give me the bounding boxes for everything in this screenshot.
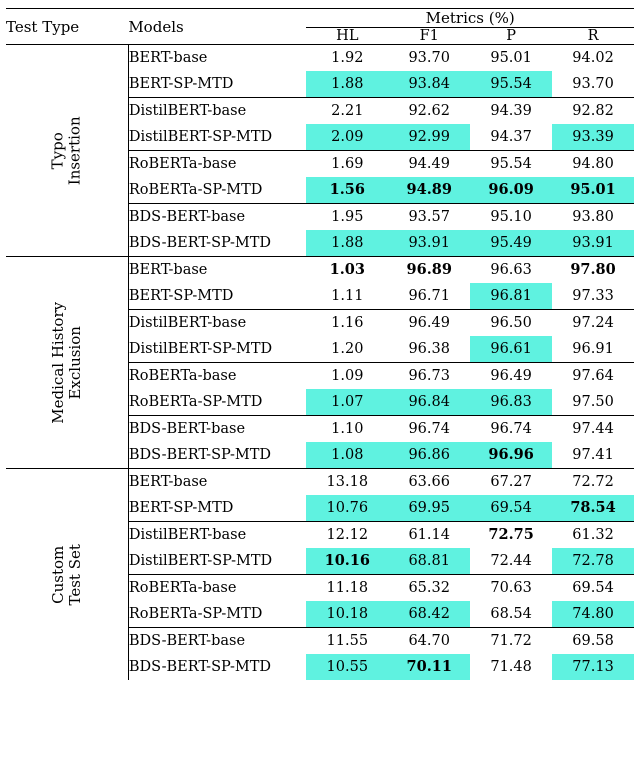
model-name-cell: DistilBERT-base xyxy=(128,522,306,549)
metric-value-highlighted: 72.78 xyxy=(552,548,634,574)
metric-cell-p xyxy=(470,45,552,72)
metric-value: 94.37 xyxy=(490,129,532,145)
metric-cell-p xyxy=(470,71,552,98)
metric-cell-f1 xyxy=(388,45,470,72)
metric-cell-f1 xyxy=(388,177,470,204)
metric-value: 97.33 xyxy=(572,288,614,304)
metric-value: 97.80 xyxy=(570,261,616,278)
model-name-cell: RoBERTa-SP-MTD xyxy=(128,606,263,622)
metric-cell-p xyxy=(470,257,552,284)
metric-value-highlighted: 93.91 xyxy=(552,230,634,256)
metric-cell-f1 xyxy=(388,389,470,416)
metric-value: 93.70 xyxy=(572,76,614,92)
metric-value: 96.50 xyxy=(490,315,532,331)
metric-cell-p xyxy=(470,416,552,443)
metric-value-highlighted: 10.76 xyxy=(306,495,388,521)
metric-value-highlighted: 77.13 xyxy=(552,654,634,680)
metric-value: 94.49 xyxy=(408,156,450,172)
metric-cell-p xyxy=(470,442,552,469)
metric-value: 96.71 xyxy=(408,288,450,304)
metric-value-highlighted: 1.07 xyxy=(306,389,388,415)
metric-value: 1.10 xyxy=(331,421,364,437)
metric-value: 96.74 xyxy=(408,421,450,437)
model-name-cell: BDS-BERT-SP-MTD xyxy=(128,447,272,463)
metric-value: 96.73 xyxy=(408,368,450,384)
metric-cell-hl xyxy=(306,177,388,204)
metric-value-highlighted: 1.88 xyxy=(306,230,388,256)
metric-cell-hl xyxy=(306,230,388,257)
metric-value: 92.82 xyxy=(572,103,614,119)
metric-cell-p xyxy=(470,230,552,257)
metric-cell-p xyxy=(470,469,552,496)
metric-cell-r xyxy=(552,230,634,257)
metric-cell-r xyxy=(552,469,634,496)
metric-cell-p xyxy=(470,389,552,416)
metric-cell-r xyxy=(552,416,634,443)
metric-cell-f1 xyxy=(388,98,470,125)
metric-cell-r xyxy=(552,601,634,628)
metric-value: 61.32 xyxy=(572,527,614,543)
metric-value: 96.74 xyxy=(490,421,532,437)
metric-cell-f1 xyxy=(388,310,470,337)
metric-cell-hl xyxy=(306,336,388,363)
metric-value: 97.44 xyxy=(572,421,614,437)
metric-value: 96.49 xyxy=(490,368,532,384)
metric-cell-hl xyxy=(306,389,388,416)
metric-value-highlighted: 96.83 xyxy=(470,389,552,415)
metric-cell-r xyxy=(552,548,634,575)
metric-cell-r xyxy=(552,124,634,151)
metric-value-highlighted: 74.80 xyxy=(552,601,634,627)
metric-cell-f1 xyxy=(388,442,470,469)
metric-cell-r xyxy=(552,204,634,231)
metric-cell-hl xyxy=(306,416,388,443)
metric-cell-hl xyxy=(306,363,388,390)
metric-cell-f1 xyxy=(388,416,470,443)
metric-value: 11.18 xyxy=(326,580,369,596)
metric-cell-p xyxy=(470,548,552,575)
metric-cell-f1 xyxy=(388,363,470,390)
table-row xyxy=(6,45,634,72)
metric-value: 95.54 xyxy=(490,156,532,172)
metric-value-highlighted: 92.99 xyxy=(388,124,470,150)
model-name-cell: BERT-base xyxy=(128,257,306,284)
table-row xyxy=(6,257,634,284)
metric-cell-f1 xyxy=(388,257,470,284)
metric-value-highlighted: 1.88 xyxy=(306,71,388,97)
metric-value-highlighted: 68.42 xyxy=(388,601,470,627)
metric-value-highlighted: 68.81 xyxy=(388,548,470,574)
model-name-cell: BERT-base xyxy=(128,45,306,72)
metric-value: 96.63 xyxy=(490,262,532,278)
metric-cell-hl xyxy=(306,151,388,178)
metric-cell-hl xyxy=(306,601,388,628)
metric-cell-hl xyxy=(306,283,388,310)
metric-value: 2.21 xyxy=(331,103,364,119)
model-name-cell: BDS-BERT-base xyxy=(128,416,306,443)
group-label-2: Medical History Exclusion xyxy=(6,257,128,469)
metric-value: 97.24 xyxy=(572,315,614,331)
model-name-cell: BERT-SP-MTD xyxy=(128,76,234,92)
metric-value: 11.55 xyxy=(326,633,369,649)
model-name-cell: DistilBERT-SP-MTD xyxy=(128,341,273,357)
metric-cell-r xyxy=(552,151,634,178)
metric-value: 1.09 xyxy=(331,368,364,384)
metric-cell-hl xyxy=(306,522,388,549)
metric-cell-p xyxy=(470,628,552,655)
metric-cell-p xyxy=(470,204,552,231)
metric-value: 72.75 xyxy=(488,526,534,543)
model-name-cell: BERT-base xyxy=(128,469,306,496)
metric-cell-f1 xyxy=(388,71,470,98)
metric-cell-f1 xyxy=(388,601,470,628)
metric-value: 68.54 xyxy=(490,606,532,622)
metric-value: 96.38 xyxy=(408,341,450,357)
metric-value: 93.70 xyxy=(408,50,450,66)
metric-value: 63.66 xyxy=(408,474,450,490)
model-name-cell: BDS-BERT-SP-MTD xyxy=(128,235,272,251)
metric-value: 1.69 xyxy=(331,156,364,172)
metric-value-highlighted: 96.84 xyxy=(388,389,470,415)
metric-cell-f1 xyxy=(388,230,470,257)
metric-cell-r xyxy=(552,495,634,522)
metric-cell-hl xyxy=(306,124,388,151)
metric-cell-hl xyxy=(306,548,388,575)
metric-cell-r xyxy=(552,654,634,680)
metric-value: 72.44 xyxy=(490,553,532,569)
metric-value: 12.12 xyxy=(326,527,369,543)
model-name-cell: BERT-SP-MTD xyxy=(128,288,234,304)
metric-cell-p xyxy=(470,124,552,151)
metric-cell-p xyxy=(470,575,552,602)
metric-cell-hl xyxy=(306,204,388,231)
metric-value: 94.39 xyxy=(490,103,532,119)
metric-value: 96.49 xyxy=(408,315,450,331)
metric-cell-p xyxy=(470,601,552,628)
metric-value: 13.18 xyxy=(326,474,369,490)
metric-value-highlighted: 96.09 xyxy=(470,177,552,203)
metric-value: 94.80 xyxy=(572,156,614,172)
results-table xyxy=(6,8,634,680)
header-metrics-group: Metrics (%) xyxy=(306,9,634,28)
metric-cell-f1 xyxy=(388,548,470,575)
metric-value: 96.89 xyxy=(406,261,452,278)
model-name-cell: DistilBERT-base xyxy=(128,310,306,337)
metric-cell-r xyxy=(552,257,634,284)
metric-value: 69.58 xyxy=(572,633,614,649)
model-name-cell: DistilBERT-SP-MTD xyxy=(128,553,273,569)
metric-value-highlighted: 93.84 xyxy=(388,71,470,97)
metric-value-highlighted: 2.09 xyxy=(306,124,388,150)
metric-value-highlighted: 93.91 xyxy=(388,230,470,256)
metric-cell-r xyxy=(552,98,634,125)
metric-value: 1.16 xyxy=(331,315,364,331)
metric-value-highlighted: 96.81 xyxy=(470,283,552,309)
model-name-cell: RoBERTa-base xyxy=(128,363,306,390)
header-metric-hl: HL xyxy=(336,28,359,44)
metric-cell-r xyxy=(552,389,634,416)
metric-value: 71.72 xyxy=(490,633,532,649)
metric-cell-r xyxy=(552,628,634,655)
metric-value-highlighted: 96.86 xyxy=(388,442,470,468)
metric-value: 95.01 xyxy=(490,50,532,66)
metric-value: 96.91 xyxy=(572,341,614,357)
metric-cell-r xyxy=(552,522,634,549)
header-metric-r: R xyxy=(587,28,599,44)
metric-cell-r xyxy=(552,336,634,363)
model-name-cell: RoBERTa-base xyxy=(128,151,306,178)
metric-value-highlighted: 10.16 xyxy=(306,548,388,574)
model-name-cell: BDS-BERT-base xyxy=(128,628,306,655)
metric-cell-hl xyxy=(306,495,388,522)
metric-value-highlighted: 78.54 xyxy=(552,495,634,521)
header-test-type: Test Type xyxy=(6,9,128,45)
metric-value: 1.92 xyxy=(331,50,364,66)
metric-cell-p xyxy=(470,98,552,125)
table-header-row xyxy=(6,9,634,28)
metric-value: 61.14 xyxy=(408,527,450,543)
metric-cell-p xyxy=(470,177,552,204)
metric-value-highlighted: 95.49 xyxy=(470,230,552,256)
metric-value: 93.80 xyxy=(572,209,614,225)
metric-value: 72.72 xyxy=(572,474,614,490)
metric-value: 69.54 xyxy=(572,580,614,596)
metric-value-highlighted: 69.54 xyxy=(470,495,552,521)
metric-cell-hl xyxy=(306,575,388,602)
metric-cell-f1 xyxy=(388,124,470,151)
model-name-cell: BDS-BERT-base xyxy=(128,204,306,231)
metric-cell-hl xyxy=(306,442,388,469)
metric-cell-f1 xyxy=(388,654,470,680)
metric-value: 97.64 xyxy=(572,368,614,384)
metric-value: 97.50 xyxy=(572,394,614,410)
metric-cell-f1 xyxy=(388,283,470,310)
metric-value: 70.63 xyxy=(490,580,532,596)
metric-value: 1.95 xyxy=(331,209,364,225)
header-metric-p: P xyxy=(506,28,516,44)
metric-cell-f1 xyxy=(388,336,470,363)
metric-value-highlighted: 10.18 xyxy=(306,601,388,627)
metric-cell-r xyxy=(552,575,634,602)
model-name-cell: BDS-BERT-SP-MTD xyxy=(128,659,272,675)
metric-cell-r xyxy=(552,45,634,72)
metric-cell-p xyxy=(470,283,552,310)
metric-cell-hl xyxy=(306,257,388,284)
header-metric-f1: F1 xyxy=(419,28,439,44)
metric-cell-p xyxy=(470,310,552,337)
metric-value-highlighted: 1.08 xyxy=(306,442,388,468)
metric-cell-f1 xyxy=(388,469,470,496)
metric-value-highlighted: 95.54 xyxy=(470,71,552,97)
metric-cell-p xyxy=(470,336,552,363)
metric-value-highlighted: 95.01 xyxy=(552,177,634,203)
metric-cell-hl xyxy=(306,310,388,337)
model-name-cell: RoBERTa-base xyxy=(128,575,306,602)
group-label-3: Custom Test Set xyxy=(6,469,128,681)
metric-value-highlighted: 93.39 xyxy=(552,124,634,150)
metric-cell-p xyxy=(470,495,552,522)
metric-value: 71.48 xyxy=(490,659,532,675)
metric-cell-p xyxy=(470,363,552,390)
model-name-cell: DistilBERT-base xyxy=(128,98,306,125)
header-models: Models xyxy=(128,9,306,45)
model-name-cell: DistilBERT-SP-MTD xyxy=(128,129,273,145)
metric-cell-f1 xyxy=(388,151,470,178)
metric-cell-f1 xyxy=(388,495,470,522)
metric-value: 92.62 xyxy=(408,103,450,119)
metric-cell-p xyxy=(470,151,552,178)
metric-cell-hl xyxy=(306,654,388,680)
metric-cell-f1 xyxy=(388,204,470,231)
model-name-cell: RoBERTa-SP-MTD xyxy=(128,182,263,198)
metric-value: 1.20 xyxy=(331,341,364,357)
metric-cell-p xyxy=(470,654,552,680)
metric-cell-hl xyxy=(306,98,388,125)
metric-cell-f1 xyxy=(388,628,470,655)
metric-cell-r xyxy=(552,363,634,390)
metric-cell-hl xyxy=(306,71,388,98)
metric-cell-r xyxy=(552,310,634,337)
metric-cell-r xyxy=(552,177,634,204)
model-name-cell: RoBERTa-SP-MTD xyxy=(128,394,263,410)
metric-value: 94.02 xyxy=(572,50,614,66)
metric-value: 97.41 xyxy=(572,447,614,463)
metric-value-highlighted: 96.96 xyxy=(470,442,552,468)
metric-value-highlighted: 1.56 xyxy=(306,177,388,203)
metric-value: 93.57 xyxy=(408,209,450,225)
metric-value: 67.27 xyxy=(490,474,532,490)
metric-cell-f1 xyxy=(388,522,470,549)
table-row xyxy=(6,469,634,496)
metric-cell-hl xyxy=(306,628,388,655)
metric-value: 64.70 xyxy=(408,633,450,649)
metric-value-highlighted: 94.89 xyxy=(388,177,470,203)
metric-value: 65.32 xyxy=(408,580,450,596)
metric-cell-hl xyxy=(306,45,388,72)
metric-value: 1.11 xyxy=(331,288,364,304)
group-label-1: Typo Insertion xyxy=(6,45,128,257)
metric-cell-r xyxy=(552,442,634,469)
metric-cell-p xyxy=(470,522,552,549)
metric-cell-r xyxy=(552,283,634,310)
metric-cell-f1 xyxy=(388,575,470,602)
metric-cell-hl xyxy=(306,469,388,496)
model-name-cell: BERT-SP-MTD xyxy=(128,500,234,516)
metric-value: 95.10 xyxy=(490,209,532,225)
metric-value-highlighted: 96.61 xyxy=(470,336,552,362)
metric-value-highlighted: 69.95 xyxy=(388,495,470,521)
metric-value: 1.03 xyxy=(329,261,365,278)
metric-cell-r xyxy=(552,71,634,98)
metric-value-highlighted: 10.55 xyxy=(306,654,388,680)
metric-value-highlighted: 70.11 xyxy=(388,654,470,680)
